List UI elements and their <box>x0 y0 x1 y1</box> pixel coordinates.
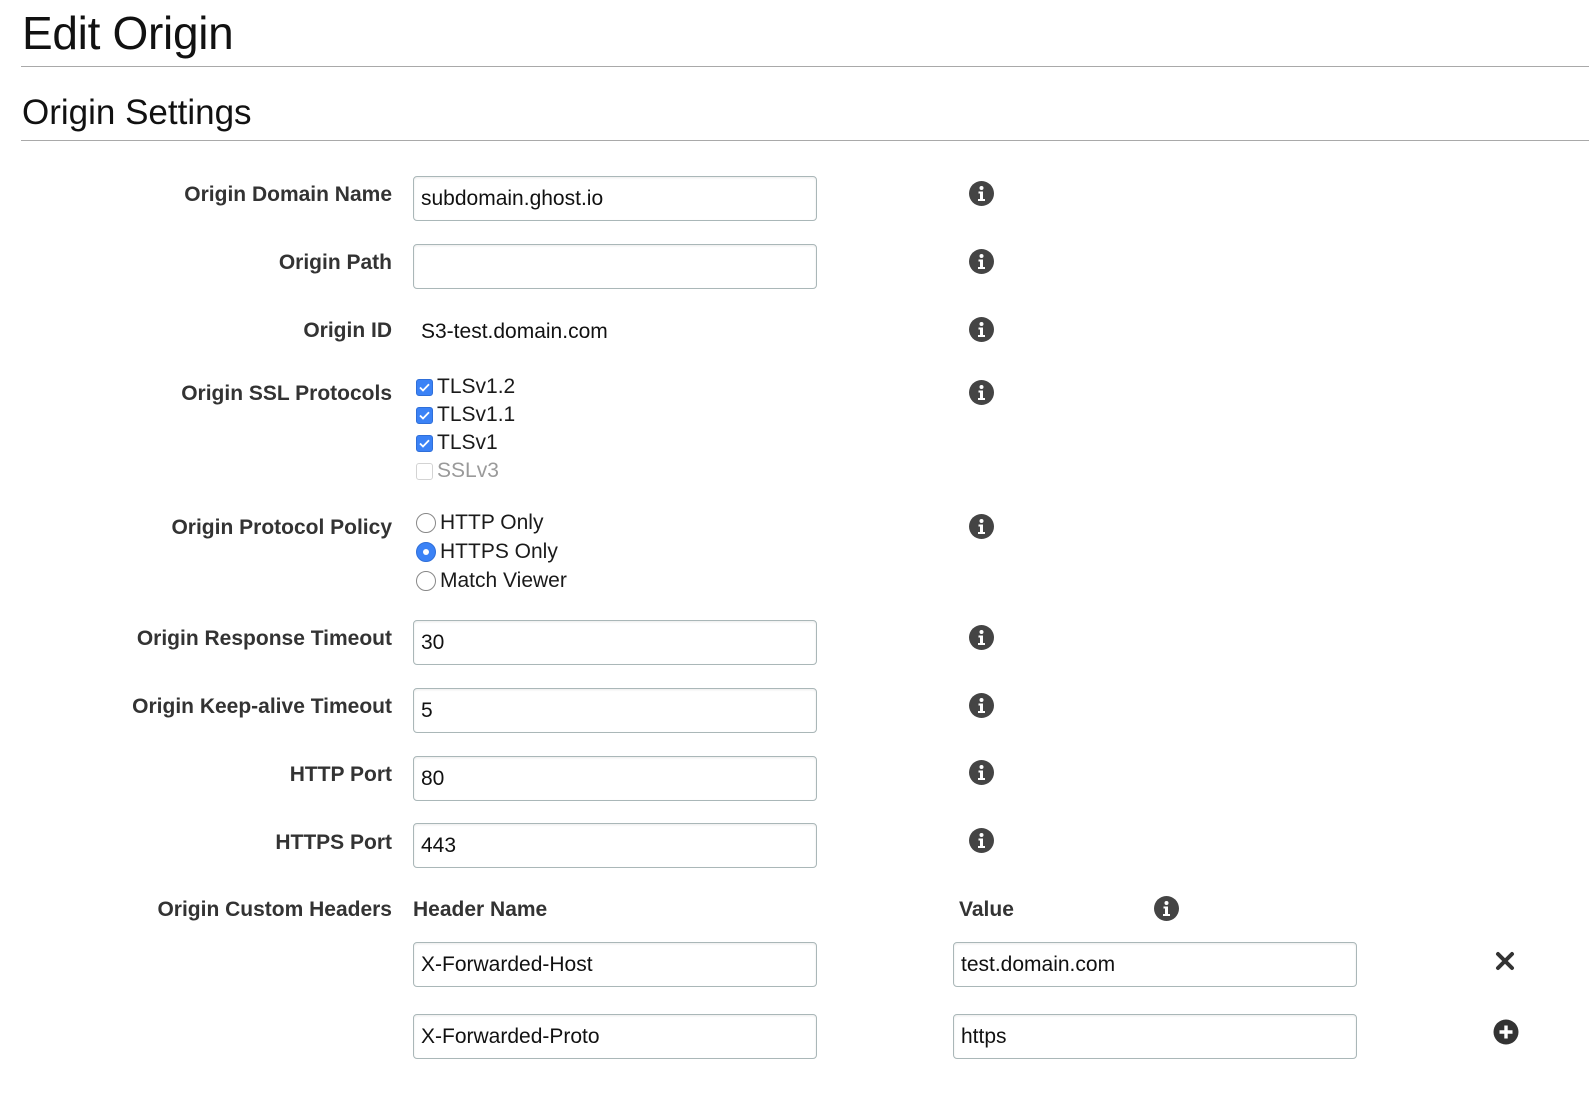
close-icon[interactable] <box>1493 949 1517 973</box>
info-icon[interactable] <box>969 625 994 650</box>
info-icon[interactable] <box>969 693 994 718</box>
section-divider <box>21 140 1589 141</box>
header-value-column: Value <box>959 898 1014 921</box>
checkbox-label: TLSv1.2 <box>437 375 516 398</box>
origin-custom-headers-label: Origin Custom Headers <box>157 898 392 921</box>
origin-response-timeout-label: Origin Response Timeout <box>136 627 392 650</box>
origin-id-label: Origin ID <box>303 319 392 342</box>
info-icon[interactable] <box>1154 896 1179 921</box>
radio-http-only[interactable] <box>416 509 543 537</box>
http-port-label: HTTP Port <box>289 763 392 786</box>
origin-keepalive-timeout-label: Origin Keep-alive Timeout <box>132 695 392 718</box>
checkbox-unchecked <box>416 463 433 480</box>
origin-domain-name-input[interactable] <box>413 176 817 221</box>
origin-path-label: Origin Path <box>278 251 392 274</box>
page-title: Edit Origin <box>22 7 234 59</box>
title-divider <box>21 66 1589 67</box>
info-icon[interactable] <box>969 317 994 342</box>
info-icon[interactable] <box>969 380 994 405</box>
radio-button-selected[interactable] <box>416 542 436 562</box>
radio-button[interactable] <box>416 513 436 533</box>
origin-keepalive-timeout-input[interactable] <box>413 688 817 733</box>
origin-response-timeout-input[interactable] <box>413 620 817 665</box>
radio-label: HTTP Only <box>440 511 544 534</box>
https-port-label: HTTPS Port <box>275 831 392 854</box>
checkbox-tlsv1-1[interactable] <box>416 401 515 429</box>
header-name-input[interactable] <box>413 942 817 987</box>
checkbox-tlsv1[interactable] <box>416 429 498 457</box>
header-value-input[interactable] <box>953 1014 1357 1059</box>
plus-circle-icon[interactable] <box>1493 1019 1519 1045</box>
info-icon[interactable] <box>969 514 994 539</box>
radio-match-viewer[interactable] <box>416 567 567 595</box>
info-icon[interactable] <box>969 249 994 274</box>
info-icon[interactable] <box>969 760 994 785</box>
checkbox-sslv3 <box>416 457 499 485</box>
checkbox-label: SSLv3 <box>437 459 499 482</box>
checkbox-checked[interactable] <box>416 379 433 396</box>
header-name-column: Header Name <box>413 898 548 921</box>
radio-https-only[interactable] <box>416 538 558 566</box>
checkbox-checked[interactable] <box>416 435 433 452</box>
origin-path-input[interactable] <box>413 244 817 289</box>
origin-id-value: S3-test.domain.com <box>421 320 608 343</box>
radio-button[interactable] <box>416 571 436 591</box>
checkbox-label: TLSv1.1 <box>437 403 516 426</box>
radio-label: Match Viewer <box>440 569 567 592</box>
radio-label: HTTPS Only <box>440 540 558 563</box>
http-port-input[interactable] <box>413 756 817 801</box>
section-title: Origin Settings <box>22 93 252 132</box>
header-value-input[interactable] <box>953 942 1357 987</box>
header-name-input[interactable] <box>413 1014 817 1059</box>
https-port-input[interactable] <box>413 823 817 868</box>
info-icon[interactable] <box>969 828 994 853</box>
checkbox-label: TLSv1 <box>437 431 498 454</box>
checkbox-tlsv1-2[interactable] <box>416 373 515 401</box>
origin-protocol-policy-label: Origin Protocol Policy <box>171 516 392 539</box>
origin-domain-name-label: Origin Domain Name <box>184 183 392 206</box>
info-icon[interactable] <box>969 181 994 206</box>
checkbox-checked[interactable] <box>416 407 433 424</box>
origin-ssl-protocols-label: Origin SSL Protocols <box>181 382 392 405</box>
